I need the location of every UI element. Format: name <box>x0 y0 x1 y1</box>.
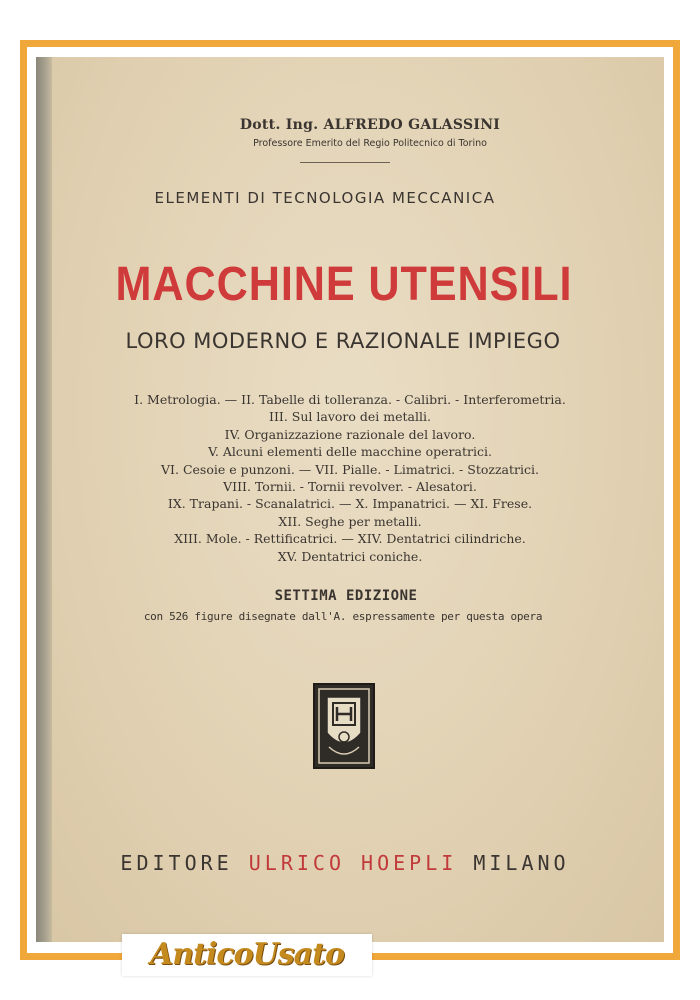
divider <box>300 162 390 163</box>
watermark-text: AnticoUsato <box>150 937 344 972</box>
publisher-city: MILANO <box>473 851 570 875</box>
figures-note: con 526 figure disegnate dall'A. espressamente per questa opera <box>143 610 543 623</box>
publisher-line <box>0 851 695 875</box>
contents-line: XV. Dentatrici coniche. <box>277 548 423 564</box>
edition-label: SETTIMA EDIZIONE <box>274 588 418 604</box>
book-title: MACCHINE UTENSILI <box>115 258 573 311</box>
publisher-prefix: EDITORE <box>120 851 233 875</box>
contents-line: VI. Cesoie e punzoni. — VII. Pialle. - Limatrici. - Stozzatrici. <box>161 461 539 477</box>
author-affiliation: Professore Emerito del Regio Politecnico di Torino <box>253 138 487 149</box>
contents-line: XIII. Mole. - Rettificatrici. — XIV. Dentatrici cilindriche. <box>174 531 526 547</box>
seller-watermark <box>122 934 372 976</box>
book-subtitle: LORO MODERNO E RAZIONALE IMPIEGO <box>125 329 561 353</box>
contents-line: XII. Seghe per metalli. <box>278 513 422 529</box>
contents-line: V. Alcuni elementi delle macchine operatrici. <box>208 444 492 460</box>
contents-list <box>0 391 700 565</box>
publisher-emblem <box>313 683 375 769</box>
contents-line: III. Sul lavoro dei metalli. <box>269 409 431 425</box>
contents-line: IV. Organizzazione razionale del lavoro. <box>224 426 476 442</box>
contents-line: IX. Trapani. - Scanalatrici. — X. Impanatrici. — XI. Frese. <box>167 496 533 512</box>
shield-emblem-icon <box>315 685 373 767</box>
series-title: ELEMENTI DI TECNOLOGIA MECCANICA <box>154 189 496 207</box>
author-name: Dott. Ing. ALFREDO GALASSINI <box>239 117 501 133</box>
contents-line: I. Metrologia. — II. Tabelle di tolleranza. - Calibri. - Interferometria. <box>134 392 566 407</box>
publisher-name: ULRICO HOEPLI <box>248 851 458 875</box>
contents-line: VIII. Tornii. - Tornii revolver. - Alesatori. <box>223 479 477 495</box>
